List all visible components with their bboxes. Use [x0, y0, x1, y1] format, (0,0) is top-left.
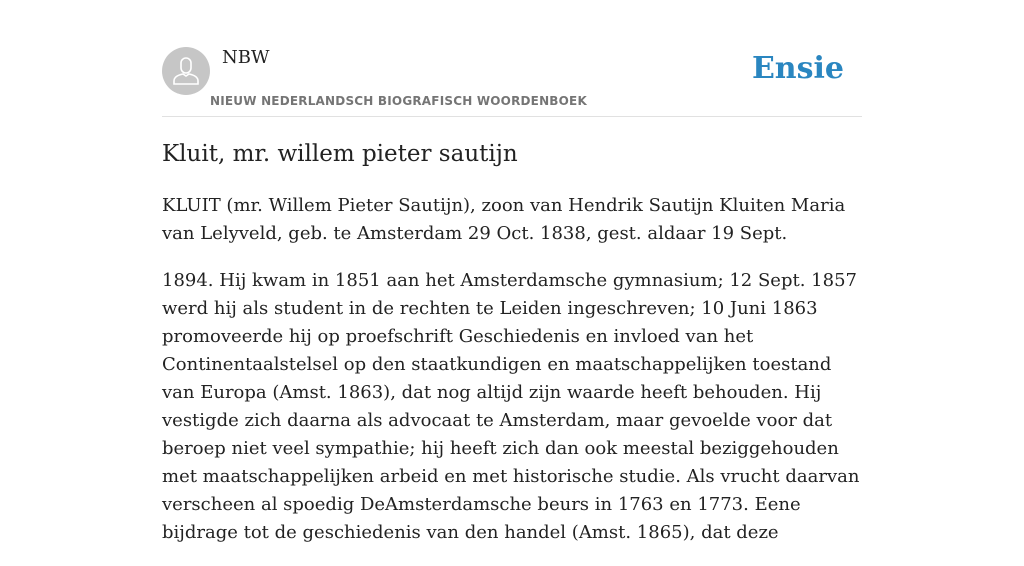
source-subtitle[interactable]: NIEUW NEDERLANDSCH BIOGRAFISCH WOORDENBOEK: [210, 94, 587, 108]
page-title: Kluit, mr. willem pieter sautijn: [162, 141, 518, 167]
source-name[interactable]: NBW: [222, 47, 270, 68]
source-header: [162, 47, 862, 117]
avatar[interactable]: [162, 47, 210, 95]
article-paragraph-1: KLUIT (mr. Willem Pieter Sautijn), zoon van Hendrik Sautijn Kluiten Maria van Lelyveld, geb. te Amsterdam 29 Oct. 1838, gest. aldaar 19 Sept.: [162, 195, 846, 244]
user-icon: [162, 47, 210, 95]
brand-logo[interactable]: Ensie: [751, 51, 844, 86]
article-paragraph-2: 1894. Hij kwam in 1851 aan het Amsterdamsche gymnasium; 12 Sept. 1857 werd hij als student in de rechten te Leiden ingeschreven; 10 Juni 1863 promoveerde hij op proefschrift Geschiedenis en invloed van het Continentaalstelsel op den staatkundigen en maatschappelijken toestand van Europa (Amst. 1863), dat nog altijd zijn waarde heeft behouden. Hij vestigde zich daarna als advocaat te Amsterdam, maar gevoelde voor dat beroep niet veel sympathie; hij heeft zich dan ook meestal beziggehouden met maatschappelijken arbeid en met historische studie. Als vrucht daarvan verscheen al spoedig DeAmsterdamsche beurs in 1763 en 1773. Eene bijdrage tot de geschiedenis van den handel (Amst. 1865), dat deze: [162, 270, 860, 543]
article-body: [162, 192, 862, 566]
